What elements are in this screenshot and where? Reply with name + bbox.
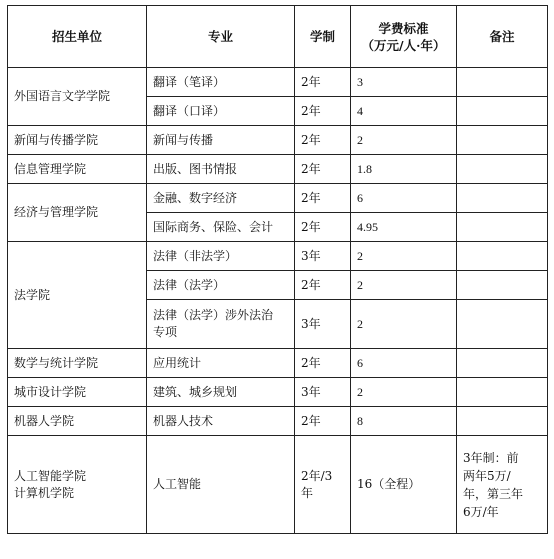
header-unit: 招生单位 [8, 6, 147, 68]
unit-cell: 新闻与传播学院 [8, 126, 147, 155]
unit-cell: 机器人学院 [8, 407, 147, 436]
remark-cell [457, 271, 548, 300]
remark-cell [457, 242, 548, 271]
tuition-cell: 2 [351, 242, 457, 271]
header-tuition-line2: （万元/人·年） [361, 37, 446, 53]
unit-line: 人工智能学院 [14, 468, 87, 483]
header-tuition [351, 6, 457, 68]
table-row [8, 126, 548, 155]
table-row [8, 68, 548, 97]
remark-cell [457, 378, 548, 407]
unit-cell: 外国语言文学学院 [8, 68, 147, 126]
remark-cell [457, 407, 548, 436]
major-line: 专项 [153, 325, 178, 339]
unit-cell: 城市设计学院 [8, 378, 147, 407]
tuition-cell: 6 [351, 349, 457, 378]
duration-cell: 3年 [295, 242, 351, 271]
remark-cell [457, 68, 548, 97]
header-row [8, 6, 548, 68]
tuition-cell: 2 [351, 271, 457, 300]
unit-cell: 经济与管理学院 [8, 184, 147, 242]
duration-cell: 2年 [295, 184, 351, 213]
major-cell: 翻译（口译） [147, 97, 295, 126]
remark-line: 年，第三年 [463, 486, 524, 501]
header-major: 专业 [147, 6, 295, 68]
tuition-cell: 4 [351, 97, 457, 126]
duration-cell: 2年 [295, 271, 351, 300]
major-cell: 新闻与传播 [147, 126, 295, 155]
tuition-cell: 2 [351, 378, 457, 407]
remark-cell [457, 184, 548, 213]
remark-cell [457, 126, 548, 155]
duration-cell: 2年 [295, 213, 351, 242]
major-line: 法律（法学）涉外法治 [153, 308, 274, 322]
major-cell: 出版、图书情报 [147, 155, 295, 184]
major-cell: 建筑、城乡规划 [147, 378, 295, 407]
tuition-table [7, 5, 548, 534]
tuition-cell: 4.95 [351, 213, 457, 242]
remark-line: 两年5万/ [463, 468, 511, 483]
table-row [8, 436, 548, 534]
remark-cell [457, 436, 548, 534]
tuition-cell: 16（全程） [351, 436, 457, 534]
unit-line: 计算机学院 [14, 485, 75, 500]
major-cell: 法律（法学） [147, 271, 295, 300]
unit-cell [8, 436, 147, 534]
tuition-cell: 8 [351, 407, 457, 436]
duration-cell: 2年 [295, 97, 351, 126]
table-row [8, 155, 548, 184]
duration-cell: 2年 [295, 155, 351, 184]
unit-cell: 法学院 [8, 242, 147, 349]
tuition-cell: 2 [351, 300, 457, 349]
remark-cell [457, 213, 548, 242]
header-remark: 备注 [457, 6, 548, 68]
major-cell: 应用统计 [147, 349, 295, 378]
major-cell [147, 300, 295, 349]
duration-cell: 3年 [295, 300, 351, 349]
header-duration: 学制 [295, 6, 351, 68]
remark-cell [457, 155, 548, 184]
remark-line: 3年制：前 [463, 450, 519, 465]
duration-cell: 2年/3年 [295, 436, 351, 534]
table-row [8, 407, 548, 436]
tuition-cell: 3 [351, 68, 457, 97]
major-cell: 金融、数字经济 [147, 184, 295, 213]
remark-cell [457, 97, 548, 126]
major-cell: 法律（非法学） [147, 242, 295, 271]
table-row [8, 242, 548, 271]
duration-cell: 2年 [295, 126, 351, 155]
remark-line: 6万/年 [463, 504, 499, 519]
major-cell: 人工智能 [147, 436, 295, 534]
table-row [8, 378, 548, 407]
tuition-cell: 2 [351, 126, 457, 155]
remark-cell [457, 300, 548, 349]
table-row [8, 349, 548, 378]
duration-cell: 2年 [295, 407, 351, 436]
major-cell: 机器人技术 [147, 407, 295, 436]
major-cell: 国际商务、保险、会计 [147, 213, 295, 242]
duration-cell: 2年 [295, 349, 351, 378]
remark-cell [457, 349, 548, 378]
table-row [8, 184, 548, 213]
header-tuition-line1: 学费标准 [378, 20, 429, 36]
tuition-cell: 1.8 [351, 155, 457, 184]
unit-cell: 数学与统计学院 [8, 349, 147, 378]
tuition-cell: 6 [351, 184, 457, 213]
duration-cell: 3年 [295, 378, 351, 407]
major-cell: 翻译（笔译） [147, 68, 295, 97]
unit-cell: 信息管理学院 [8, 155, 147, 184]
duration-cell: 2年 [295, 68, 351, 97]
